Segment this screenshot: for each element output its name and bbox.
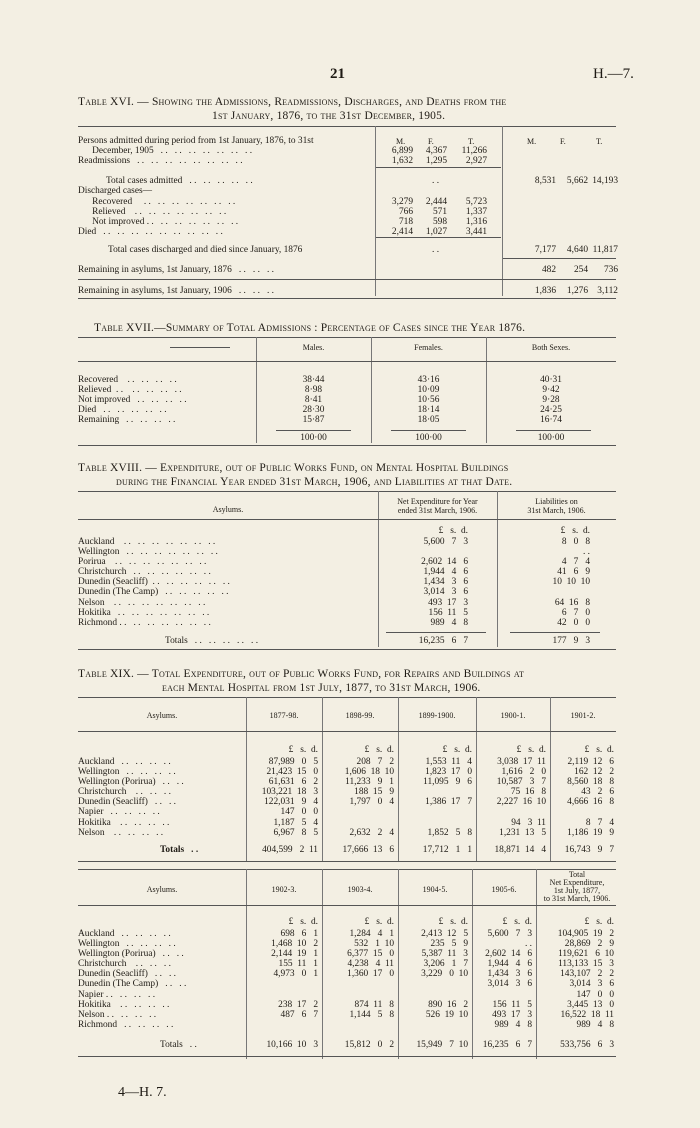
table-19b-col-2: 1,284 4 1 532 1 10 6,377 15 0 4,238 4 11 1,360 17 0 874 11 8 1,144 5 8: [347, 929, 394, 1020]
table-16-rule-sub: [376, 167, 501, 168]
total-admitted-f: 5,662: [566, 176, 588, 186]
table-18-sum-rule-2: [510, 632, 600, 633]
table-16-rule-sub2: [376, 237, 501, 238]
remaining-1876-t: 736: [603, 265, 618, 275]
table-19b-div-1: [246, 869, 247, 1059]
table-19b-total-head-3: 1st July, 1877,: [553, 886, 601, 895]
table-16-divider-1: [375, 126, 376, 296]
table-19b-total-5: 533,756 6 3: [560, 1040, 614, 1050]
table-19b-col-4: 5,600 7 3 . . 2,602 14 6 1,944 4 6 1,434 3 6 3,014 3 6 156 11 5 493 17 3 989 4 8: [485, 929, 532, 1030]
table-18-totals-label: Totals . . . . . . . . . .: [165, 636, 259, 646]
table-18-rule-head: [78, 519, 616, 520]
table-19b-total-head: Total: [568, 870, 586, 879]
table-19a-lsd-4: £ s. d.: [516, 745, 546, 755]
table-18-title: Table XVIII. — Expenditure, out of Public Works Fund, on Mental Hospital Buildings: [78, 462, 509, 474]
table-19a-year-2: 1898-99.: [345, 711, 375, 720]
table-19a-total-5: 16,743 9 7: [564, 845, 614, 855]
table-16-col-m2: M.: [527, 137, 537, 146]
table-17-total-both: 100·00: [537, 433, 565, 443]
table-19a-lsd-3: £ s. d.: [442, 745, 472, 755]
table-19a-total-4: 18,871 14 4: [494, 845, 546, 855]
table-18-lsd-liab: £ s. d.: [560, 526, 590, 536]
table-19-title-2: each Mental Hospital from 1st July, 1877, to 31st March, 1906.: [162, 682, 481, 694]
total-discharged-label: Total cases discharged and died since January, 1876: [108, 245, 303, 255]
table-17-rule-head: [78, 361, 616, 362]
table-18-col-liab: Liabilities on: [535, 497, 578, 506]
table-16-col-t: T.: [468, 137, 475, 146]
table-19b-lsd-1: £ s. d.: [288, 917, 318, 927]
table-19b-total-4: 16,235 6 7: [482, 1040, 532, 1050]
table-18-col-asylums: Asylums.: [212, 505, 244, 514]
table-19b-lsd-4: £ s. d.: [502, 917, 532, 927]
table-19a-col-5: 2,119 12 6 162 12 2 8,560 18 8 43 2 6 4,666 16 8 8 7 4 1,186 19 9: [567, 757, 614, 838]
table-16-col-t2: T.: [596, 137, 603, 146]
table-18-rule-bottom: [78, 649, 616, 650]
table-16-title: Table XVI. — Showing the Admissions, Readmissions, Discharges, and Deaths from the: [78, 96, 507, 108]
table-19a-div-2: [322, 697, 323, 861]
table-19b-year-1: 1902-3.: [271, 885, 297, 894]
table-18-lsd-net: £ s. d.: [438, 526, 468, 536]
table-17-rule-top: [78, 337, 616, 338]
table-17-total-females: 100·00: [415, 433, 442, 443]
table-19a-div-5: [550, 697, 551, 861]
table-17-sum-rule-3: [516, 430, 591, 431]
remaining-1906-t: 3,112: [597, 286, 618, 296]
table-16-row-labels: Persons admitted during period from 1st January, 1876, to 31st December, 1905 . . . . . . . . . . . . . . Readmissions . . . . . . . . . . . . . . . . Total cases admitted . . . . . . . . . . Discharged cases— Recovered . . . . . . . . . . . . . . Relieved . . . . . . . . . . . . . . Not improved . . . . . . . . . . . . . . Died . . . . . . . . . . . . . . . . . .: [78, 136, 314, 237]
table-18-col-net: Net Expenditure for Year: [397, 497, 478, 506]
table-19b-total-3: 15,949 7 10: [416, 1040, 468, 1050]
table-16-dots: . .: [432, 176, 440, 186]
remaining-1906-label: Remaining in asylums, 1st January, 1906 . . . . . .: [78, 286, 274, 296]
table-16-dots-2: . .: [432, 245, 440, 255]
table-17-total-males: 100·00: [300, 433, 327, 443]
table-16-divider-2: [502, 126, 503, 296]
table-18-total-net: 16,235 6 7: [418, 636, 468, 646]
table-17-col-males: Males.: [302, 343, 325, 352]
table-19a-lsd-5: £ s. d.: [584, 745, 614, 755]
table-19a-col-1: 87,989 0 5 21,423 15 0 61,631 6 2 103,221 18 3 122,031 9 4 147 0 0 1,187 5 4 6,967 8 5: [261, 757, 318, 838]
table-16-t-values: 11,266 2,927 5,723 1,337 1,316 3,441: [461, 146, 487, 237]
table-17-sum-rule-2: [391, 430, 466, 431]
table-19b-rule-head: [78, 905, 616, 906]
table-19-title: Table XIX. — Total Expenditure, out of Public Works Fund, for Repairs and Buildings at: [78, 668, 525, 680]
table-17-both: 40·31 9·42 9·28 24·25 16·74: [540, 375, 562, 426]
remaining-1906-f: 1,276: [566, 286, 588, 296]
table-19a-year-1: 1877-98.: [269, 711, 299, 720]
table-19a-col-2: 208 7 2 1,606 18 10 11,233 9 1 188 15 9 1,797 0 4 2,632 2 4: [344, 757, 394, 838]
table-19a-div-1: [246, 697, 247, 861]
table-16-rule-r1: [503, 258, 616, 259]
table-19b-lsd-3: £ s. d.: [438, 917, 468, 927]
table-19b-total-head-4: to 31st March, 1906.: [543, 894, 611, 903]
table-16-col-f2: F.: [560, 137, 566, 146]
table-19b-lsd-5: £ s. d.: [584, 917, 614, 927]
table-18-col-net-2: ended 31st March, 1906.: [397, 506, 478, 515]
table-19b-div-3: [398, 869, 399, 1059]
table-18-row-labels: Auckland . . . . . . . . . . . . . . Wellington . . . . . . . . . . . . . . Porirua . . . . . . . . . . . . . . Christchurch . . . . . . . . . . . . Dunedin (Seacliff) . . . . . . . . . . . . Dunedin (The Camp) . . . . . . . . . . Nelson . . . . . . . . . . . . . . Hokitika . . . . . . . . . . . . . . Richmond . . . . . . . . . . . . . .: [78, 537, 230, 628]
document-reference: H.—7.: [593, 66, 634, 82]
table-19a-rule-top: [78, 697, 616, 698]
table-17-males: 38·44 8·98 8·41 28·30 15·87: [302, 375, 325, 426]
table-19b-lsd-2: £ s. d.: [364, 917, 394, 927]
table-19a-lsd-2: £ s. d.: [364, 745, 394, 755]
total-discharged-f: 4,640: [566, 245, 588, 255]
table-19a-totals-label: Totals . .: [160, 845, 199, 855]
table-18-col-liab-2: 31st March, 1906.: [527, 506, 586, 515]
table-18-net-values: 5,600 7 3 2,602 14 6 1,944 4 6 1,434 3 6 3,014 3 6 493 17 3 156 11 5 989 4 8: [421, 537, 468, 628]
table-19a-total-3: 17,712 1 1: [422, 845, 472, 855]
table-16-rule-bottom: [78, 298, 616, 299]
table-19b-div-2: [322, 869, 323, 1059]
remaining-1876-f: 254: [573, 265, 588, 275]
table-19b-total-2: 15,812 0 2: [344, 1040, 394, 1050]
table-16-col-f: F.: [428, 137, 434, 146]
table-19b-col-5: 104,905 19 2 28,869 2 9 119,621 6 10 113,133 15 3 143,107 2 2 3,014 3 6 147 0 0 3,445 13 0 16,522 18 11 989 4 8: [557, 929, 614, 1030]
table-17-title: Table XVII.—Summary of Total Admissions : Percentage of Cases since the Year 1876.: [94, 322, 526, 334]
total-admitted-t: 14,193: [592, 176, 618, 186]
table-18-sum-rule-1: [386, 632, 486, 633]
remaining-1876-m: 482: [541, 265, 556, 275]
table-19a-row-labels: Auckland . . . . . . . . Wellington . . . . . . . . Wellington (Porirua) . . . . Christchurch . . . . . . Dunedin (Seacliff) . . . . Napier . . . . . . . . Hokitika . . . . . . . . Nelson . . . . . . . .: [78, 757, 184, 838]
table-17-rule-bottom: [78, 445, 616, 446]
remaining-1906-m: 1,836: [534, 286, 556, 296]
table-19b-total-1: 10,166 10 3: [266, 1040, 318, 1050]
table-17-col-females: Females.: [414, 343, 443, 352]
table-17-sum-rule-1: [276, 430, 351, 431]
total-admitted-m: 8,531: [534, 176, 556, 186]
table-19a-div-4: [476, 697, 477, 861]
table-19a-total-2: 17,666 13 6: [342, 845, 394, 855]
table-19b-col-3: 2,413 12 5 235 5 9 5,387 11 3 3,206 1 7 3,229 0 10 890 16 2 526 19 10: [421, 929, 468, 1020]
table-18-title-2: during the Financial Year ended 31st March, 1906, and Liabilities at that Date.: [116, 476, 513, 488]
table-19a-col-asylums: Asylums.: [146, 711, 178, 720]
table-19a-year-3: 1899-1900.: [418, 711, 456, 720]
table-19b-total-head-2: Net Expenditure,: [549, 878, 605, 887]
table-19a-rule-bottom: [78, 861, 616, 862]
table-17-females: 43·16 10·09 10·56 18·14 18·05: [417, 375, 440, 426]
table-17-row-labels: Recovered . . . . . . . . Relieved . . . . . . . . . . Not improved . . . . . . . . Died . . . . . . . . . . Remaining . . . . . . . .: [78, 375, 187, 426]
table-16-col-m: M.: [396, 137, 406, 146]
table-18-liab-values: 8 0 8 . . 4 7 4 41 6 9 10 10 10 64 16 8 6 7 0 42 0 0: [552, 537, 590, 628]
page-number: 21: [330, 66, 345, 82]
table-19a-div-3: [398, 697, 399, 861]
table-19a-col-3: 1,553 11 4 1,823 17 0 11,095 9 6 1,386 17 7 1,852 5 8: [423, 757, 472, 838]
table-16-m-values: 6,899 1,632 3,279 766 718 2,414: [391, 146, 413, 237]
total-discharged-m: 7,177: [534, 245, 556, 255]
table-16-title-2: 1st January, 1876, to the 31st December, 1905.: [212, 110, 446, 122]
table-19a-total-1: 404,599 2 11: [262, 845, 318, 855]
table-19a-col-4: 3,038 17 11 1,616 2 0 10,587 3 7 75 16 8 2,227 16 10 94 3 11 1,231 13 5: [496, 757, 546, 838]
table-18-rule-top: [78, 491, 616, 492]
table-19a-year-5: 1901-2.: [570, 711, 596, 720]
table-16-f-values: 4,367 1,295 2,444 571 598 1,027: [425, 146, 447, 237]
remaining-1876-label: Remaining in asylums, 1st January, 1876 . . . . . .: [78, 265, 274, 275]
table-17-dash: [170, 347, 230, 348]
table-17-col-both: Both Sexes.: [531, 343, 571, 352]
table-19b-col-asylums: Asylums.: [146, 885, 178, 894]
table-19a-year-4: 1900-1.: [500, 711, 526, 720]
table-19a-rule-head: [78, 731, 616, 732]
table-19b-year-4: 1905-6.: [491, 885, 517, 894]
table-19b-rule-bottom: [78, 1056, 616, 1057]
table-19b-year-3: 1904-5.: [422, 885, 448, 894]
table-19b-totals-label: Totals . .: [160, 1040, 197, 1050]
table-16-rule-r2: [78, 279, 616, 280]
table-18-total-liab: 177 9 3: [552, 636, 590, 646]
table-19b-col-1: 698 6 1 1,468 10 2 2,144 19 1 155 11 1 4,973 0 1 238 17 2 487 6 7: [271, 929, 318, 1020]
table-19b-row-labels: Auckland . . . . . . . . Wellington . . . . . . . . Wellington (Porirua) . . . . Christchurch . . . . . . Dunedin (Seacliff) . . . . Dunedin (The Camp) . . . . Napier . . . . . . . . Hokitika . . . . . . . . Nelson . . . . . . . . Richmond . . . . . . . .: [78, 929, 187, 1030]
printer-signature: 4—H. 7.: [118, 1085, 167, 1100]
table-16-rule-top: [78, 126, 616, 127]
table-19a-lsd-1: £ s. d.: [288, 745, 318, 755]
table-19b-year-2: 1903-4.: [347, 885, 373, 894]
total-discharged-t: 11,817: [592, 245, 618, 255]
